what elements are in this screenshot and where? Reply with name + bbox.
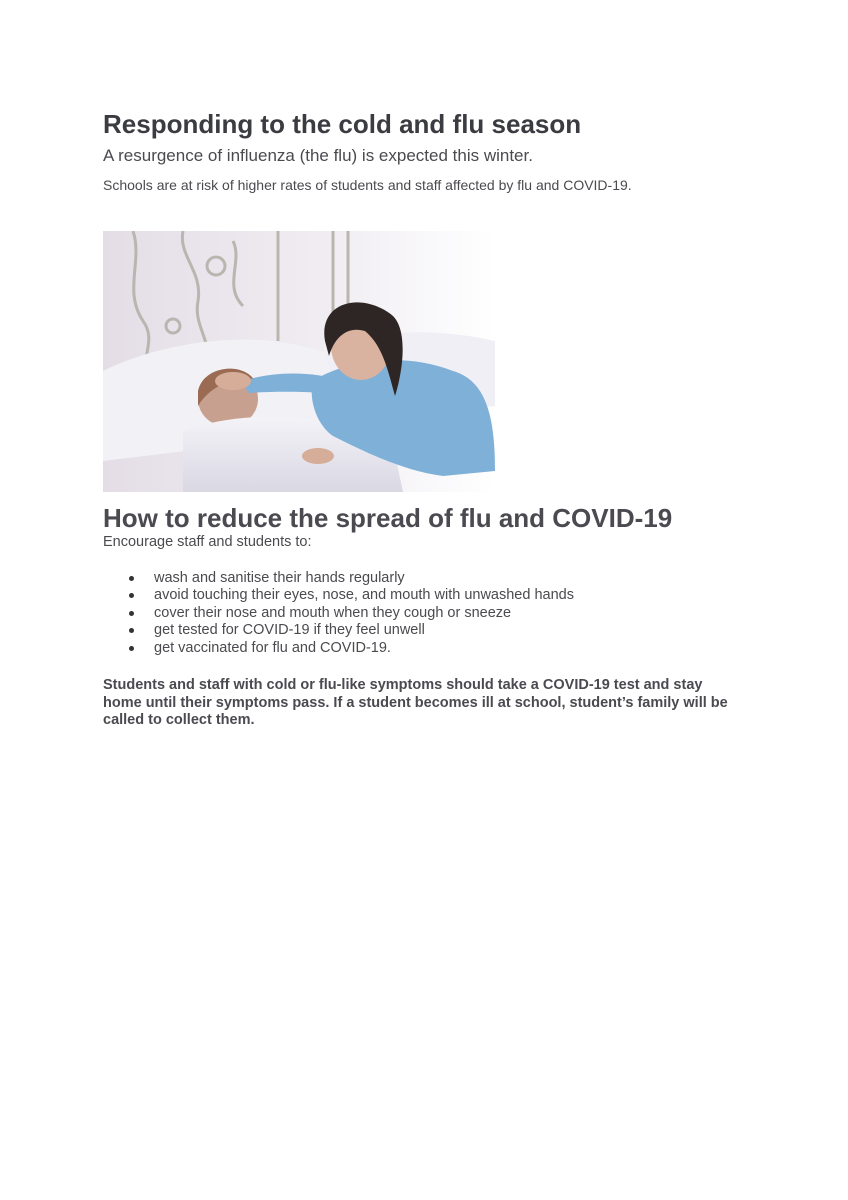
section-heading: How to reduce the spread of flu and COVID-19: [103, 503, 673, 533]
list-item: [103, 570, 574, 587]
list-item: [103, 622, 574, 639]
list-item-text: wash and sanitise their hands regularly: [154, 570, 405, 586]
list-item: [103, 587, 574, 604]
bullet-icon: [129, 593, 134, 598]
bullet-icon: [129, 628, 134, 633]
page-title: Responding to the cold and flu season: [103, 109, 582, 139]
bullet-icon: [129, 576, 134, 581]
symptoms-notice: Students and staff with cold or flu-like symptoms should take a COVID-19 test and stay home until their symptoms pass. If a student becomes ill at school, student’s family will be called to collect them.: [103, 677, 728, 728]
list-item: [103, 605, 574, 622]
list-item-text: avoid touching their eyes, nose, and mouth with unwashed hands: [154, 587, 574, 604]
page-subtitle: A resurgence of influenza (the flu) is expected this winter.: [103, 146, 533, 165]
prevention-list: [103, 570, 574, 657]
section-intro: Encourage staff and students to:: [103, 534, 312, 550]
list-item: [103, 640, 574, 657]
list-item-text: get tested for COVID-19 if they feel unwell: [154, 622, 425, 639]
list-item-text: get vaccinated for flu and COVID-19.: [154, 639, 391, 656]
bullet-icon: [129, 611, 134, 616]
list-item-text: cover their nose and mouth when they cough or sneeze: [154, 604, 512, 621]
lead-paragraph: Schools are at risk of higher rates of students and staff affected by flu and COVID-19.: [103, 177, 632, 193]
bullet-icon: [129, 646, 134, 651]
sick-child-photo: [103, 231, 495, 492]
